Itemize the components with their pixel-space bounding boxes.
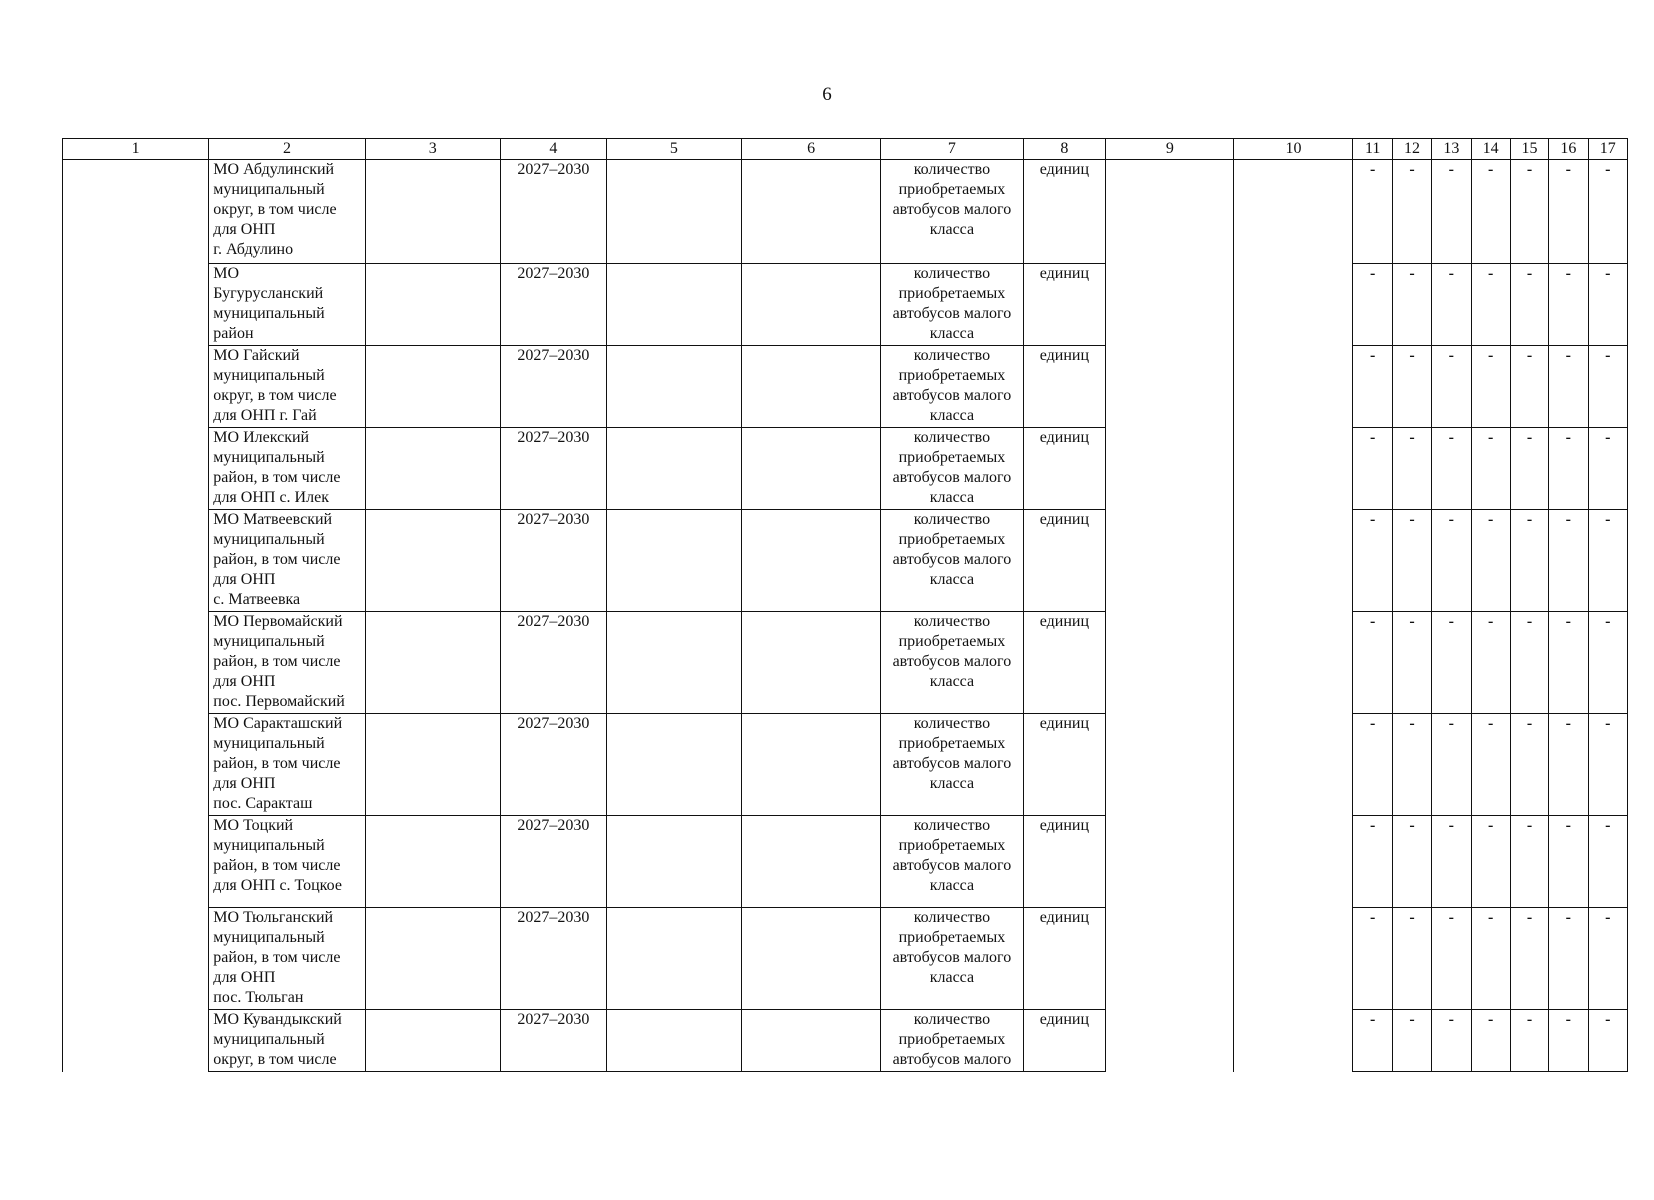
table-row (63, 612, 1628, 714)
cell-col-10 (1234, 816, 1353, 908)
column-header: 8 (1023, 139, 1106, 160)
value-cell: - (1432, 908, 1471, 1010)
cell-col-10 (1234, 1010, 1353, 1072)
cell-col-9 (1106, 160, 1234, 264)
cell-col-6 (742, 264, 881, 346)
cell-col-6 (742, 714, 881, 816)
table-row (63, 1010, 1628, 1072)
value-cell: - (1510, 714, 1548, 816)
cell-col-10 (1234, 908, 1353, 1010)
value-cell: - (1510, 160, 1548, 264)
cell-col-5 (606, 428, 741, 510)
indicator-line: автобусов малого (892, 201, 1012, 218)
municipality-line: пос. Первомайский (213, 693, 345, 710)
value-cell: - (1353, 1010, 1392, 1072)
indicator-line: приобретаемых (898, 285, 1006, 302)
cell-col-6 (742, 816, 881, 908)
value-cell: - (1392, 428, 1431, 510)
column-header: 13 (1432, 139, 1471, 160)
cell-col-3 (365, 612, 500, 714)
indicator-line: количество (913, 817, 991, 834)
cell-col-9 (1106, 612, 1234, 714)
municipality-line: для ОНП (213, 969, 276, 986)
unit-cell: единиц (1023, 346, 1106, 428)
indicator-line: автобусов малого (892, 305, 1012, 322)
indicator-line: автобусов малого (892, 551, 1012, 568)
value-cell: - (1432, 346, 1471, 428)
value-cell: - (1432, 816, 1471, 908)
table-row (63, 714, 1628, 816)
cell-col-5 (606, 908, 741, 1010)
value-cell: - (1432, 1010, 1471, 1072)
value-cell: - (1471, 428, 1510, 510)
indicator-line: количество (913, 429, 991, 446)
cell-col-6 (742, 428, 881, 510)
indicator-cell (881, 816, 1023, 908)
municipality-line: МО Матвеевский (213, 511, 333, 528)
value-cell: - (1510, 510, 1548, 612)
municipality-line: муниципальный (213, 1031, 325, 1048)
unit-cell: единиц (1023, 428, 1106, 510)
indicator-line: количество (913, 909, 991, 926)
municipality-line: муниципальный (213, 633, 325, 650)
indicator-line: количество (913, 1011, 991, 1028)
period-cell: 2027–2030 (500, 346, 606, 428)
table-row (63, 816, 1628, 908)
indicator-cell (881, 346, 1023, 428)
value-cell: - (1588, 346, 1627, 428)
municipality-line: муниципальный (213, 449, 325, 466)
cell-col-1 (63, 1010, 209, 1072)
value-cell: - (1588, 714, 1627, 816)
cell-col-6 (742, 1010, 881, 1072)
value-cell: - (1549, 264, 1588, 346)
cell-col-3 (365, 1010, 500, 1072)
value-cell: - (1510, 816, 1548, 908)
column-header: 2 (209, 139, 365, 160)
municipality-line: район, в том числе (213, 469, 341, 486)
column-header: 7 (881, 139, 1023, 160)
municipality-line: МО Гайский (213, 347, 300, 364)
cell-col-3 (365, 510, 500, 612)
value-cell: - (1432, 612, 1471, 714)
value-cell: - (1432, 428, 1471, 510)
value-cell: - (1549, 612, 1588, 714)
value-cell: - (1471, 160, 1510, 264)
cell-col-5 (606, 160, 741, 264)
municipality-line: район (213, 325, 254, 342)
value-cell: - (1392, 714, 1431, 816)
value-cell: - (1392, 264, 1431, 346)
value-cell: - (1549, 714, 1588, 816)
municipality-line: МО Саракташский (213, 715, 343, 732)
cell-col-6 (742, 346, 881, 428)
value-cell: - (1510, 346, 1548, 428)
cell-col-10 (1234, 612, 1353, 714)
value-cell: - (1588, 160, 1627, 264)
cell-col-10 (1234, 264, 1353, 346)
value-cell: - (1353, 160, 1392, 264)
indicator-line: количество (913, 265, 991, 282)
value-cell: - (1510, 612, 1548, 714)
cell-col-9 (1106, 1010, 1234, 1072)
indicator-line: класса (929, 221, 975, 238)
municipality-line: округ, в том числе (213, 387, 337, 404)
municipality-line: район, в том числе (213, 857, 341, 874)
municipality-line: МО Тоцкий (213, 817, 294, 834)
value-cell: - (1588, 612, 1627, 714)
value-cell: - (1549, 908, 1588, 1010)
column-header: 16 (1549, 139, 1588, 160)
data-table (62, 138, 1628, 1072)
municipality-cell (209, 428, 365, 510)
indicator-line: класса (929, 673, 975, 690)
cell-col-5 (606, 714, 741, 816)
indicator-line: количество (913, 511, 991, 528)
municipality-cell (209, 612, 365, 714)
value-cell: - (1549, 346, 1588, 428)
column-header: 17 (1588, 139, 1627, 160)
indicator-line: количество (913, 347, 991, 364)
value-cell: - (1392, 346, 1431, 428)
value-cell: - (1353, 908, 1392, 1010)
municipality-line: муниципальный (213, 929, 325, 946)
value-cell: - (1471, 1010, 1510, 1072)
municipality-cell (209, 1010, 365, 1072)
indicator-cell (881, 908, 1023, 1010)
indicator-line: приобретаемых (898, 531, 1006, 548)
municipality-line: МО (213, 265, 240, 282)
cell-col-3 (365, 714, 500, 816)
cell-col-10 (1234, 714, 1353, 816)
value-cell: - (1588, 816, 1627, 908)
unit-cell: единиц (1023, 816, 1106, 908)
municipality-line: с. Матвеевка (213, 591, 301, 608)
municipality-cell (209, 816, 365, 908)
cell-col-3 (365, 160, 500, 264)
cell-col-9 (1106, 428, 1234, 510)
cell-col-5 (606, 816, 741, 908)
value-cell: - (1471, 714, 1510, 816)
indicator-line: количество (913, 161, 991, 178)
cell-col-3 (365, 908, 500, 1010)
municipality-line: пос. Тюльган (213, 989, 304, 1006)
indicator-cell (881, 264, 1023, 346)
period-cell: 2027–2030 (500, 160, 606, 264)
cell-col-5 (606, 346, 741, 428)
municipality-line: МО Илекский (213, 429, 310, 446)
column-header: 10 (1234, 139, 1353, 160)
value-cell: - (1353, 264, 1392, 346)
cell-col-5 (606, 510, 741, 612)
municipality-line: г. Абдулино (213, 241, 294, 258)
period-cell: 2027–2030 (500, 816, 606, 908)
value-cell: - (1353, 714, 1392, 816)
indicator-cell (881, 428, 1023, 510)
header-row (63, 139, 1628, 160)
municipality-line: муниципальный (213, 305, 325, 322)
indicator-line: класса (929, 571, 975, 588)
indicator-line: класса (929, 489, 975, 506)
cell-col-10 (1234, 428, 1353, 510)
indicator-line: приобретаемых (898, 367, 1006, 384)
municipality-line: МО Тюльганский (213, 909, 334, 926)
municipality-cell (209, 908, 365, 1010)
value-cell: - (1471, 346, 1510, 428)
municipality-line: для ОНП с. Илек (213, 489, 329, 506)
unit-cell: единиц (1023, 714, 1106, 816)
column-header: 14 (1471, 139, 1510, 160)
municipality-line: для ОНП (213, 221, 276, 238)
municipality-line: муниципальный (213, 367, 325, 384)
period-cell: 2027–2030 (500, 908, 606, 1010)
municipality-line: район, в том числе (213, 949, 341, 966)
table-row (63, 510, 1628, 612)
municipality-line: муниципальный (213, 531, 325, 548)
indicator-line: приобретаемых (898, 1031, 1006, 1048)
value-cell: - (1510, 264, 1548, 346)
unit-cell: единиц (1023, 908, 1106, 1010)
indicator-line: класса (929, 775, 975, 792)
cell-col-6 (742, 612, 881, 714)
value-cell: - (1549, 510, 1588, 612)
cell-col-3 (365, 346, 500, 428)
cell-col-6 (742, 510, 881, 612)
municipality-line: для ОНП г. Гай (213, 407, 317, 424)
indicator-line: приобретаемых (898, 735, 1006, 752)
cell-col-9 (1106, 510, 1234, 612)
municipality-cell (209, 264, 365, 346)
indicator-line: автобусов малого (892, 949, 1012, 966)
indicator-line: приобретаемых (898, 837, 1006, 854)
cell-col-1 (63, 510, 209, 612)
municipality-cell (209, 714, 365, 816)
cell-col-6 (742, 908, 881, 1010)
table-row (63, 346, 1628, 428)
municipality-line: район, в том числе (213, 755, 341, 772)
value-cell: - (1510, 908, 1548, 1010)
column-header: 5 (606, 139, 741, 160)
indicator-cell (881, 510, 1023, 612)
indicator-line: приобретаемых (898, 633, 1006, 650)
cell-col-5 (606, 264, 741, 346)
value-cell: - (1510, 428, 1548, 510)
municipality-line: муниципальный (213, 735, 325, 752)
cell-col-1 (63, 908, 209, 1010)
value-cell: - (1549, 1010, 1588, 1072)
indicator-line: приобретаемых (898, 181, 1006, 198)
municipality-line: район, в том числе (213, 551, 341, 568)
municipality-cell (209, 160, 365, 264)
column-header: 11 (1353, 139, 1392, 160)
unit-cell: единиц (1023, 612, 1106, 714)
cell-col-5 (606, 1010, 741, 1072)
indicator-cell (881, 1010, 1023, 1072)
cell-col-9 (1106, 264, 1234, 346)
cell-col-9 (1106, 714, 1234, 816)
municipality-line: округ, в том числе (213, 201, 337, 218)
cell-col-1 (63, 428, 209, 510)
value-cell: - (1353, 612, 1392, 714)
value-cell: - (1471, 612, 1510, 714)
period-cell: 2027–2030 (500, 428, 606, 510)
unit-cell: единиц (1023, 510, 1106, 612)
indicator-cell (881, 160, 1023, 264)
value-cell: - (1471, 908, 1510, 1010)
cell-col-1 (63, 714, 209, 816)
page-number: 6 (822, 84, 832, 105)
value-cell: - (1392, 816, 1431, 908)
indicator-line: приобретаемых (898, 449, 1006, 466)
table-row (63, 428, 1628, 510)
value-cell: - (1353, 510, 1392, 612)
municipality-line: муниципальный (213, 181, 325, 198)
value-cell: - (1588, 428, 1627, 510)
indicator-line: автобусов малого (892, 857, 1012, 874)
cell-col-1 (63, 160, 209, 264)
value-cell: - (1353, 428, 1392, 510)
value-cell: - (1588, 908, 1627, 1010)
municipality-line: для ОНП с. Тоцкое (213, 877, 342, 894)
cell-col-10 (1234, 160, 1353, 264)
cell-col-3 (365, 816, 500, 908)
municipality-line: для ОНП (213, 775, 276, 792)
cell-col-5 (606, 612, 741, 714)
column-header: 15 (1510, 139, 1548, 160)
value-cell: - (1549, 816, 1588, 908)
table-row (63, 264, 1628, 346)
municipality-line: МО Абдулинский (213, 161, 335, 178)
unit-cell: единиц (1023, 1010, 1106, 1072)
municipality-cell (209, 346, 365, 428)
period-cell: 2027–2030 (500, 714, 606, 816)
value-cell: - (1471, 264, 1510, 346)
municipality-line: МО Первомайский (213, 613, 343, 630)
indicator-cell (881, 714, 1023, 816)
indicator-line: приобретаемых (898, 929, 1006, 946)
municipality-line: для ОНП (213, 673, 276, 690)
cell-col-10 (1234, 510, 1353, 612)
municipality-line: МО Кувандыкский (213, 1011, 342, 1028)
indicator-line: автобусов малого (892, 755, 1012, 772)
value-cell: - (1392, 160, 1431, 264)
column-header: 9 (1106, 139, 1234, 160)
period-cell: 2027–2030 (500, 1010, 606, 1072)
value-cell: - (1432, 510, 1471, 612)
column-header: 6 (742, 139, 881, 160)
indicator-line: класса (929, 969, 975, 986)
indicator-line: класса (929, 877, 975, 894)
indicator-line: автобусов малого (892, 1051, 1012, 1068)
column-header: 3 (365, 139, 500, 160)
table-body (63, 160, 1628, 1072)
indicator-line: автобусов малого (892, 387, 1012, 404)
value-cell: - (1549, 428, 1588, 510)
cell-col-1 (63, 346, 209, 428)
municipality-line: округ, в том числе (213, 1051, 337, 1068)
value-cell: - (1392, 510, 1431, 612)
cell-col-9 (1106, 908, 1234, 1010)
column-header: 4 (500, 139, 606, 160)
indicator-line: класса (929, 325, 975, 342)
indicator-cell (881, 612, 1023, 714)
municipality-line: Бугурусланский (213, 285, 324, 302)
period-cell: 2027–2030 (500, 612, 606, 714)
value-cell: - (1392, 1010, 1431, 1072)
indicator-line: количество (913, 613, 991, 630)
value-cell: - (1353, 346, 1392, 428)
value-cell: - (1432, 714, 1471, 816)
value-cell: - (1432, 160, 1471, 264)
column-header: 12 (1392, 139, 1431, 160)
unit-cell: единиц (1023, 264, 1106, 346)
table-row (63, 160, 1628, 264)
value-cell: - (1432, 264, 1471, 346)
unit-cell: единиц (1023, 160, 1106, 264)
cell-col-6 (742, 160, 881, 264)
period-cell: 2027–2030 (500, 264, 606, 346)
municipality-line: пос. Саракташ (213, 795, 313, 812)
column-header: 1 (63, 139, 209, 160)
value-cell: - (1588, 1010, 1627, 1072)
municipality-line: для ОНП (213, 571, 276, 588)
value-cell: - (1392, 908, 1431, 1010)
cell-col-10 (1234, 346, 1353, 428)
cell-col-3 (365, 428, 500, 510)
table-row (63, 908, 1628, 1010)
cell-col-9 (1106, 346, 1234, 428)
value-cell: - (1471, 816, 1510, 908)
value-cell: - (1588, 264, 1627, 346)
indicator-line: автобусов малого (892, 469, 1012, 486)
municipality-line: муниципальный (213, 837, 325, 854)
cell-col-1 (63, 264, 209, 346)
value-cell: - (1510, 1010, 1548, 1072)
value-cell: - (1588, 510, 1627, 612)
indicator-line: класса (929, 407, 975, 424)
value-cell: - (1392, 612, 1431, 714)
cell-col-1 (63, 612, 209, 714)
cell-col-1 (63, 816, 209, 908)
cell-col-3 (365, 264, 500, 346)
value-cell: - (1353, 816, 1392, 908)
value-cell: - (1471, 510, 1510, 612)
indicator-line: автобусов малого (892, 653, 1012, 670)
municipality-line: район, в том числе (213, 653, 341, 670)
period-cell: 2027–2030 (500, 510, 606, 612)
cell-col-9 (1106, 816, 1234, 908)
indicator-line: количество (913, 715, 991, 732)
municipality-cell (209, 510, 365, 612)
value-cell: - (1549, 160, 1588, 264)
